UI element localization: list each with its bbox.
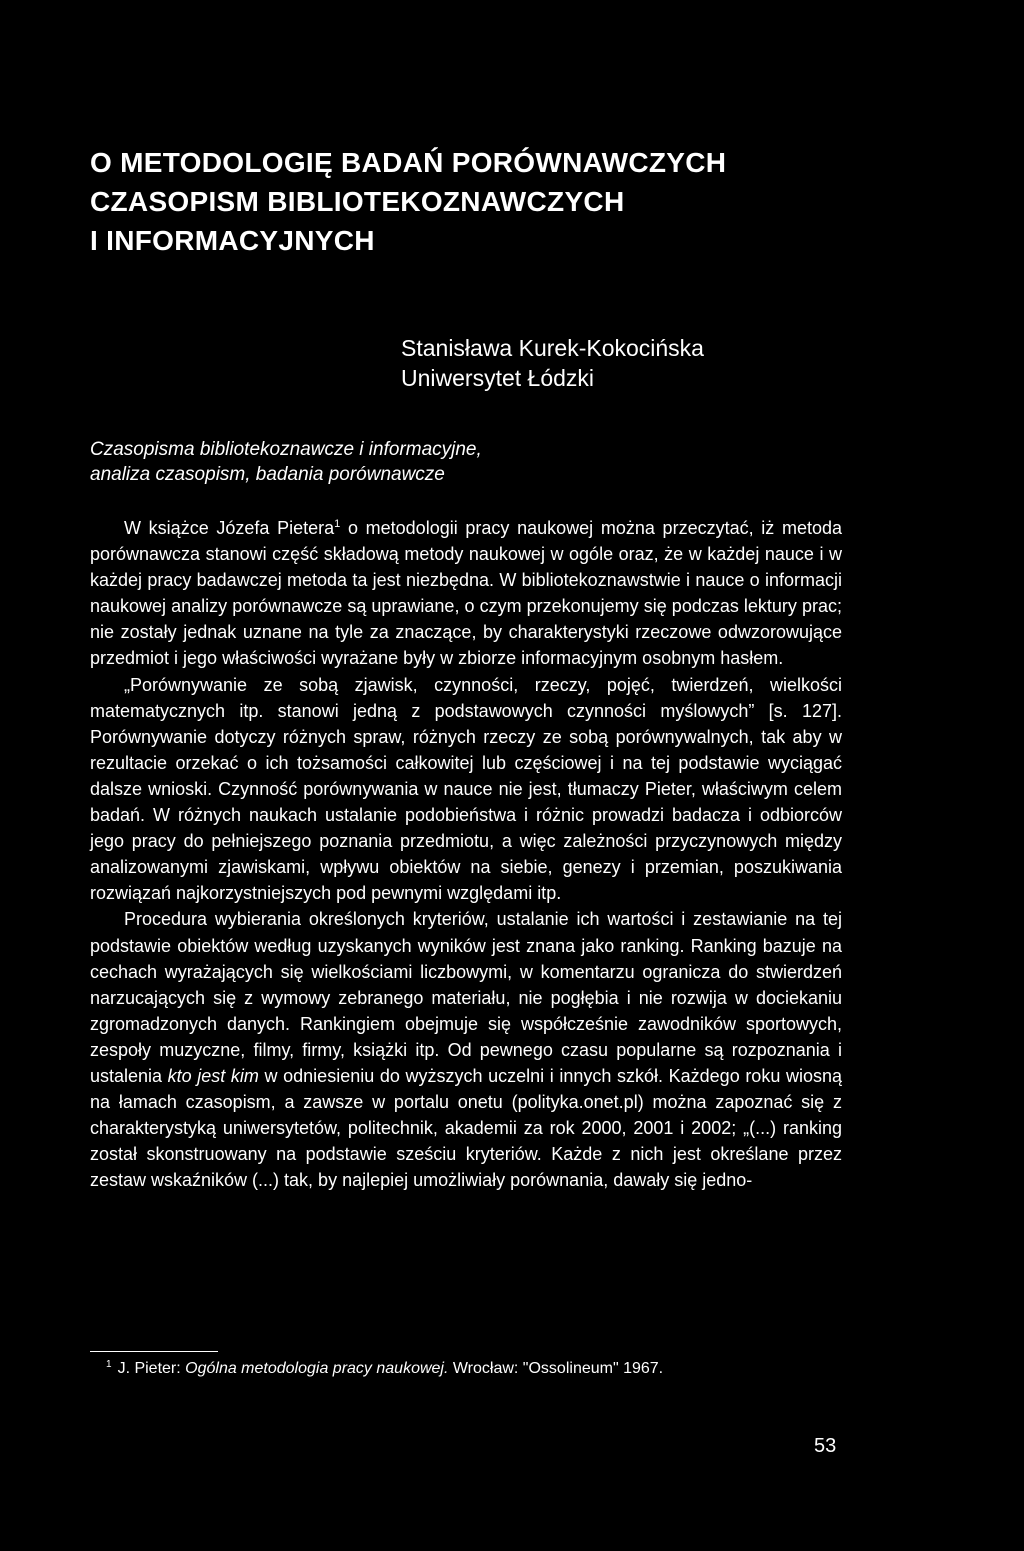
italic-phrase: kto jest kim bbox=[167, 1065, 259, 1086]
title-line-3: I INFORMACYJNYCH bbox=[90, 225, 375, 256]
footnote-rest: Wrocław: "Ossolineum" 1967. bbox=[448, 1360, 664, 1377]
author-block bbox=[401, 333, 704, 393]
paragraph-1-rest: o metodologii pracy naukowej można przeczytać, iż metoda porównawcza stanowi część składową metody naukowej w ogóle oraz, że w każdej nauce i w każdej pracy badawczej metoda ta jest niezbędna. W bibliotekoznawstwie i nauce o informacji naukowej analizy porównawcze są uprawiane, o czym przekonujemy się podczas lektury prac; nie zostały jednak uznane na tyle za znaczące, by charakterystyki rzeczowe odwzorowujące przedmiot i jego właściwości wyrażane były w zbiorze informacyjnym osobnym hasłem. bbox=[90, 518, 842, 669]
title-line-2: CZASOPISM BIBLIOTEKOZNAWCZYCH bbox=[90, 186, 625, 217]
footnote-number: 1 bbox=[106, 1359, 112, 1370]
keywords-line-2: analiza czasopism, badania porównawcze bbox=[90, 464, 445, 485]
footnote-author: J. Pieter: bbox=[117, 1360, 186, 1377]
footnote bbox=[106, 1358, 866, 1380]
author-affiliation: Uniwersytet Łódzki bbox=[401, 365, 595, 391]
footnote-reference: 1 bbox=[334, 518, 341, 530]
paragraph-1 bbox=[90, 515, 842, 672]
paragraph-3-part-2: w odniesieniu do wyższych uczelni i innych szkół. Każdego roku wiosną na łamach czasopism, a zawsze w portalu onetu (polityka.onet.pl) można zapoznać się z charakterystyką uniwersytetów, politechnik, akademii za rok 2000, 2001 i 2002; „(...) ranking został skonstruowany na podstawie sześciu kryteriów. Każde z nich jest określane przez zestaw wskaźników (...) tak, by najlepiej umożliwiały porównania, dawały się jedno- bbox=[90, 1065, 842, 1191]
article-title bbox=[90, 143, 950, 260]
footnote-title: Ogólna metodologia pracy naukowej. bbox=[185, 1360, 449, 1377]
author-name: Stanisława Kurek-Kokocińska bbox=[401, 335, 704, 361]
page-number: 53 bbox=[814, 1435, 837, 1457]
footnote-separator bbox=[90, 1351, 218, 1352]
title-line-1: O METODOLOGIĘ BADAŃ PORÓWNAWCZYCH bbox=[90, 147, 727, 178]
paragraph-3 bbox=[90, 906, 842, 1193]
paragraph-2: „Porównywanie ze sobą zjawisk, czynności, rzeczy, pojęć, twierdzeń, wielkości matematycznych itp. stanowi jedną z podstawowych czynności myślowych” [s. 127]. Porównywanie dotyczy różnych spraw, różnych rzeczy ze sobą porównywalnych, tak aby w rezultacie orzekać o ich tożsamości całkowitej lub częściowej i na tej podstawie wyciągać dalsze wnioski. Czynność porównywania w nauce nie jest, tłumaczy Pieter, właściwym celem badań. W różnych naukach ustalanie podobieństwa i różnic prowadzi badacza i odbiorców jego pracy do pełniejszego poznania przedmiotu, a więc zależności przyczynowych między analizowanymi zjawiskami, wpływu obiektów na siebie, genezy i przemian, poszukiwania rozwiązań najkorzystniejszych pod pewnymi względami itp. bbox=[90, 674, 842, 904]
keywords bbox=[90, 437, 930, 487]
body-text bbox=[90, 515, 842, 1193]
keywords-line-1: Czasopisma bibliotekoznawcze i informacyjne, bbox=[90, 439, 482, 460]
paragraph-1-start: W książce Józefa Pietera bbox=[124, 518, 335, 538]
paragraph-3-part-1: Procedura wybierania określonych kryteriów, ustalanie ich wartości i zestawianie na tej podstawie obiektów według uzyskanych wyników jest znana jako ranking. Ranking bazuje na cechach wyrażających się wielkościami liczbowymi, w komentarzu ogranicza do stwierdzeń narzucających się z wymowy zebranego materiału, nie pogłębia i nie rozwija w dociekaniu zgromadzonych danych. Rankingiem obejmuje się współcześnie zawodników sportowych, zespoły muzyczne, filmy, firmy, książki itp. Od pewnego czasu popularne są rozpoznania i ustalenia bbox=[90, 909, 842, 1086]
